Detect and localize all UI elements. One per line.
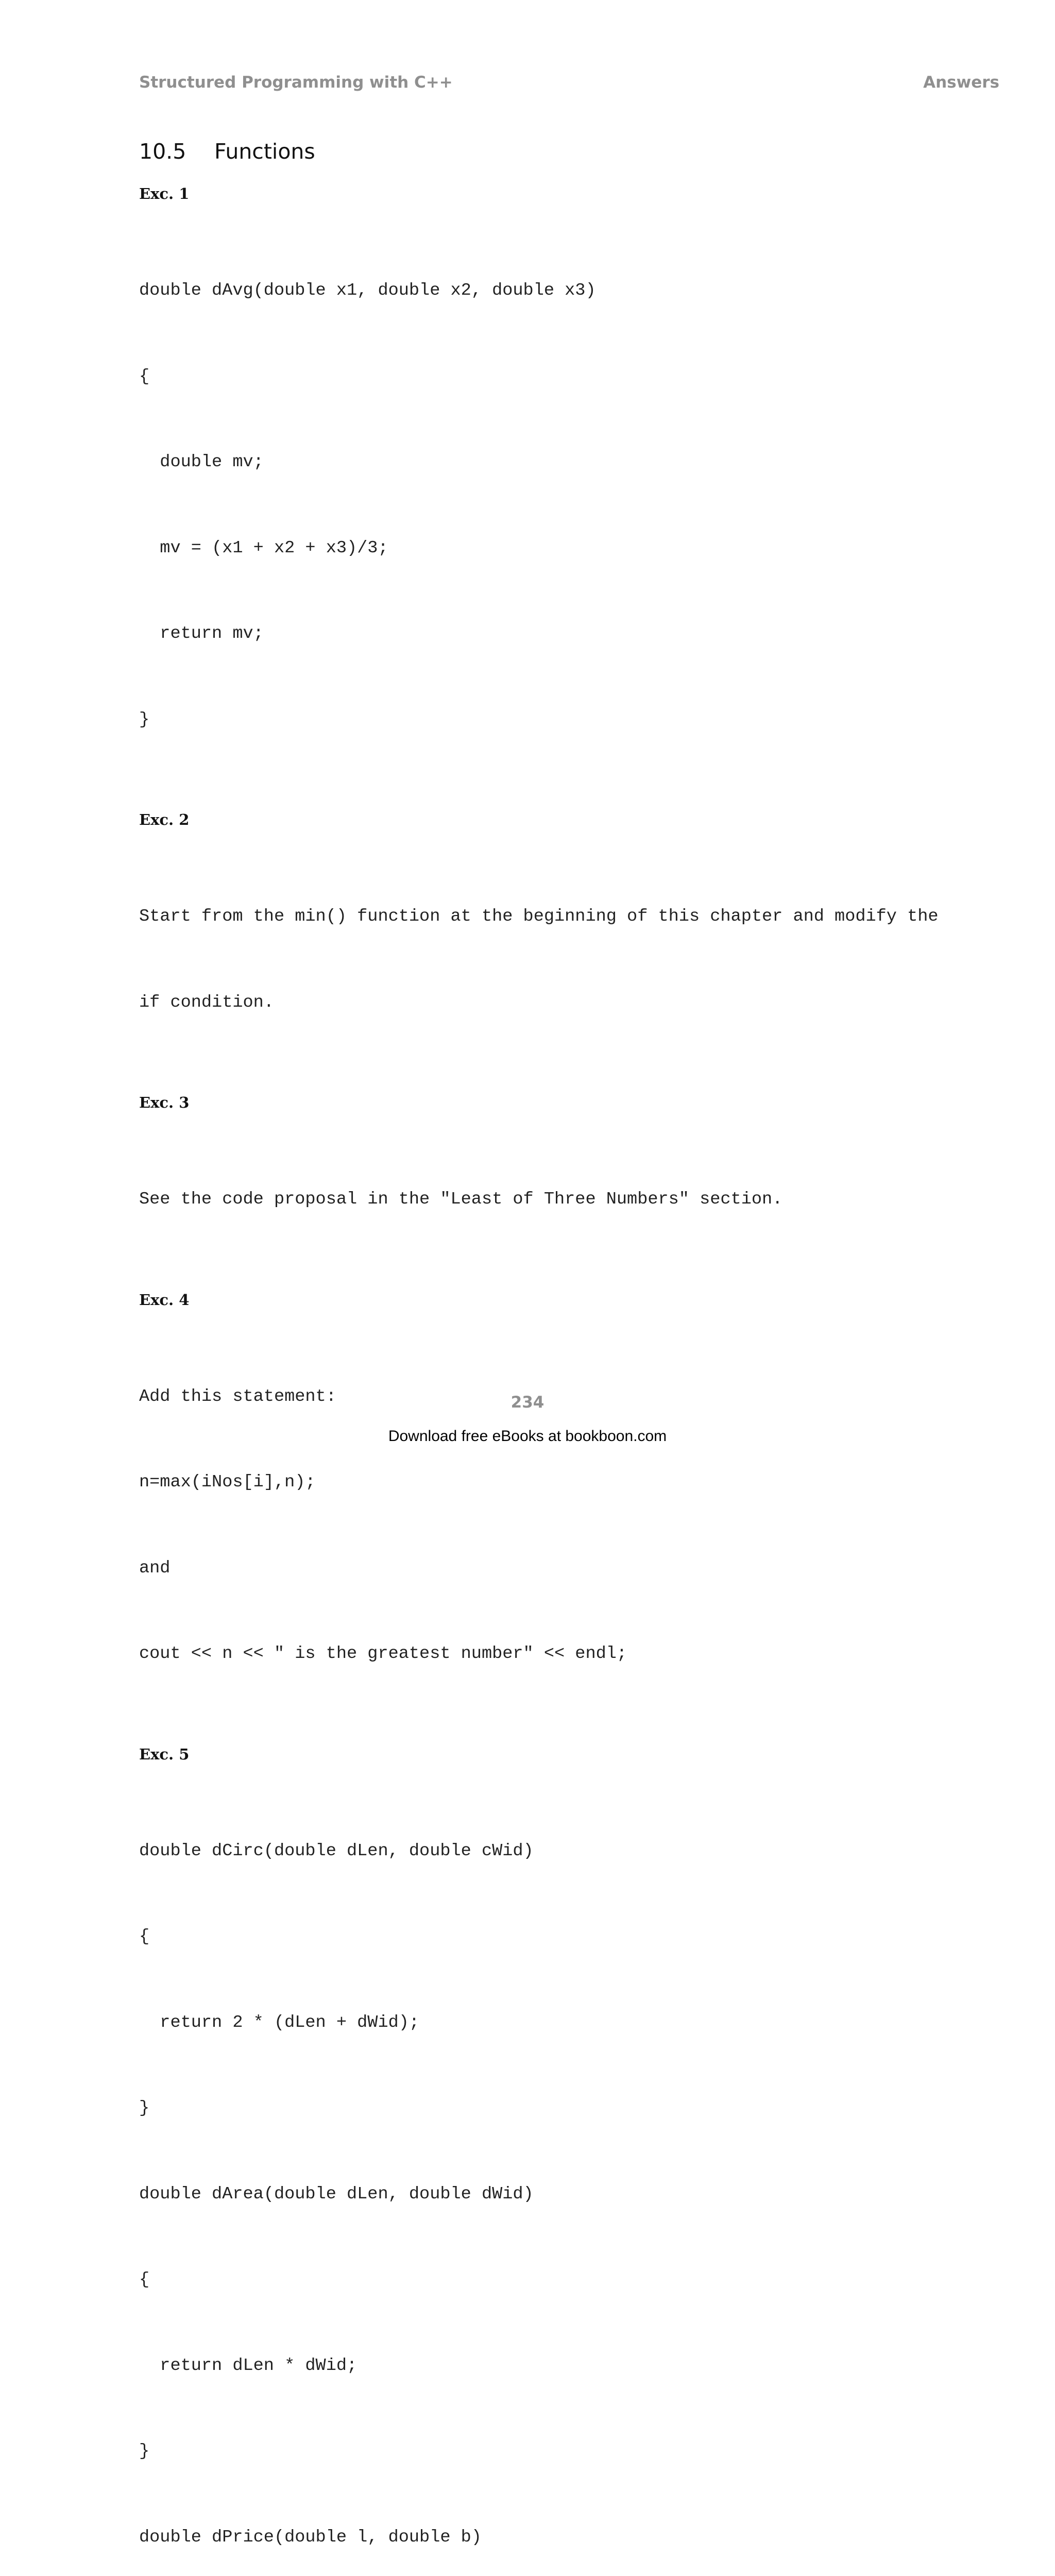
exercise-label: Exc. 2 bbox=[139, 808, 1005, 831]
exercise-answer bbox=[139, 1780, 1005, 2576]
code-line: return 2 * (dLen + dWid); bbox=[139, 2009, 1005, 2038]
code-line: { bbox=[139, 363, 1005, 392]
chapter-title: Answers bbox=[923, 73, 999, 92]
code-line: and bbox=[139, 1554, 1005, 1583]
code-line: { bbox=[139, 2266, 1005, 2295]
section-number: 10.5 bbox=[139, 138, 214, 165]
code-line: if condition. bbox=[139, 989, 1005, 1018]
section-title: Functions bbox=[214, 138, 315, 165]
code-line: return dLen * dWid; bbox=[139, 2352, 1005, 2381]
code-line: } bbox=[139, 2094, 1005, 2123]
section-heading bbox=[139, 138, 1005, 165]
book-title: Structured Programming with C++ bbox=[139, 73, 453, 92]
code-line: return mv; bbox=[139, 620, 1005, 649]
code-line: mv = (x1 + x2 + x3)/3; bbox=[139, 534, 1005, 563]
exercise-answer bbox=[139, 1326, 1005, 1726]
code-line: { bbox=[139, 1923, 1005, 1952]
exercise-label: Exc. 1 bbox=[139, 182, 1005, 205]
code-line: double dPrice(double l, double b) bbox=[139, 2523, 1005, 2552]
code-line: double dAvg(double x1, double x2, double x3) bbox=[139, 277, 1005, 306]
exercise-label: Exc. 3 bbox=[139, 1091, 1005, 1114]
code-line: } bbox=[139, 706, 1005, 735]
page-number: 234 bbox=[0, 1393, 1055, 1412]
code-line: double dArea(double dLen, double dWid) bbox=[139, 2180, 1005, 2209]
exercise-answer bbox=[139, 845, 1005, 1074]
exercise-answer bbox=[139, 1128, 1005, 1272]
exercise-label: Exc. 5 bbox=[139, 1743, 1005, 1766]
footer-text: Download free eBooks at bookboon.com bbox=[0, 1428, 1055, 1445]
code-line: double dCirc(double dLen, double cWid) bbox=[139, 1837, 1005, 1866]
code-line: n=max(iNos[i],n); bbox=[139, 1468, 1005, 1497]
code-line: cout << n << " is the greatest number" << endl; bbox=[139, 1640, 1005, 1669]
code-line: } bbox=[139, 2437, 1005, 2466]
code-line: See the code proposal in the "Least of Three Numbers" section. bbox=[139, 1185, 1005, 1214]
code-line: Add this statement: bbox=[139, 1383, 1005, 1412]
code-line: Start from the min() function at the beginning of this chapter and modify the bbox=[139, 903, 1005, 931]
exercise-label: Exc. 4 bbox=[139, 1289, 1005, 1311]
exercise-answer bbox=[139, 219, 1005, 791]
page-content bbox=[139, 138, 1005, 2576]
running-header bbox=[139, 73, 999, 96]
code-line: double mv; bbox=[139, 448, 1005, 477]
